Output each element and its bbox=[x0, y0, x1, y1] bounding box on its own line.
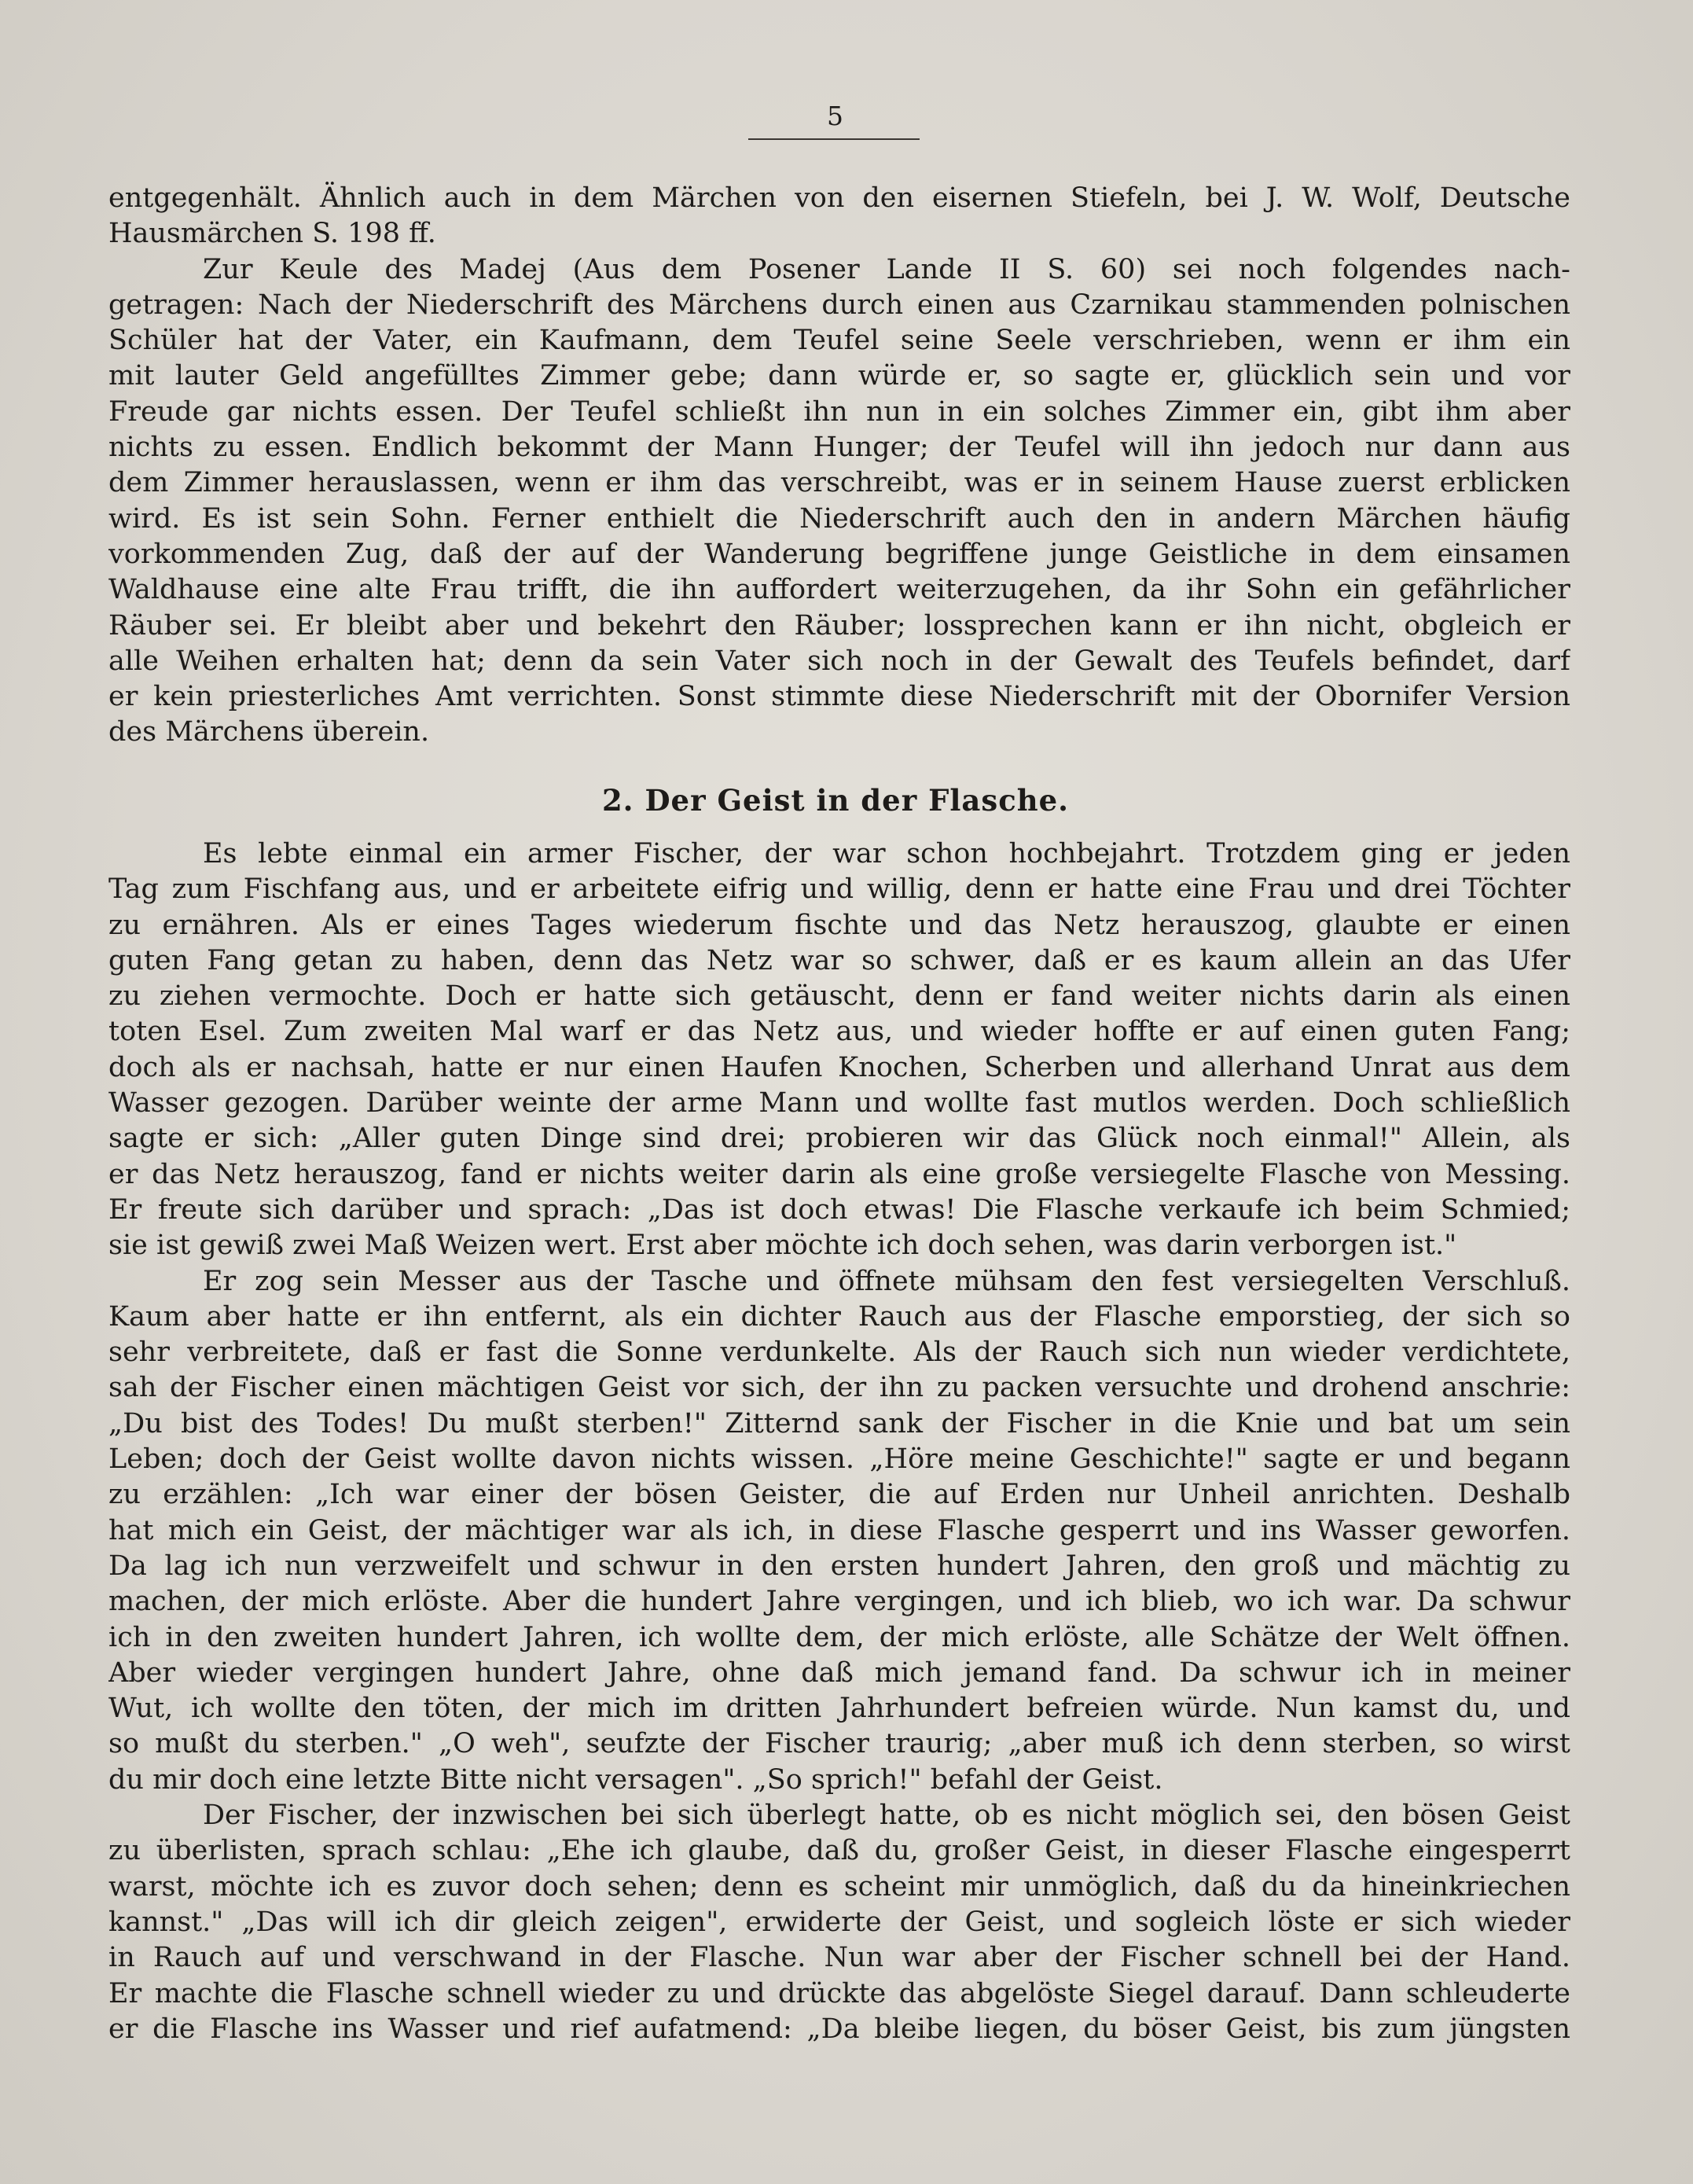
text-line: alle Weihen erhalten hat; denn da sein Vater sich noch in der Gewalt des Teufels befindet, darf bbox=[108, 645, 1570, 677]
story-paragraphs bbox=[108, 836, 1570, 2047]
text-line: Tag zum Fischfang aus, und er arbeitete eifrig und willig, denn er hatte eine Frau und drei Töchter bbox=[108, 873, 1570, 906]
text-line: Schüler hat der Vater, ein Kaufmann, dem Teufel seine Seele verschrieben, wenn er ihm ein bbox=[108, 325, 1570, 357]
text-line: sie ist gewiß zwei Maß Weizen wert. Erst aber möchte ich doch sehen, was darin verborgen ist." bbox=[108, 1230, 1457, 1262]
text-line: hat mich ein Geist, der mächtiger war als ich, in diese Flasche gesperrt und ins Wasser geworfen. bbox=[108, 1514, 1570, 1546]
text-line: Er freute sich darüber und sprach: „Das ist doch etwas! Die Flasche verkaufe ich beim Schmied; bbox=[108, 1193, 1570, 1226]
text-line: vorkommenden Zug, daß der auf der Wanderung begriffene junge Geistliche in dem einsamen bbox=[108, 538, 1570, 570]
text-line: in Rauch auf und verschwand in der Flasche. Nun war aber der Fischer schnell bei der Hand. bbox=[108, 1942, 1570, 1974]
text-line: „Du bist des Todes! Du mußt sterben!" Zitternd sank der Fischer in die Knie und bat um sein bbox=[108, 1407, 1570, 1439]
text-line: sah der Fischer einen mächtigen Geist vor sich, der ihn zu packen versuchte und drohend anschrie: bbox=[108, 1372, 1570, 1404]
text-line: Wut, ich wollte den töten, der mich im dritten Jahrhundert befreien würde. Nun kamst du, und bbox=[108, 1693, 1570, 1725]
text-line: Der Fischer, der inzwischen bei sich überlegt hatte, ob es nicht möglich sei, den bösen Geist bbox=[203, 1800, 1570, 1832]
text-line: mit lauter Geld angefülltes Zimmer gebe; dann würde er, so sagte er, glücklich sein und vor bbox=[108, 360, 1570, 392]
page-number: 5 bbox=[827, 101, 844, 131]
text-line: zu ziehen vermochte. Doch er hatte sich getäuscht, denn er fand weiter nichts darin als einen bbox=[108, 980, 1570, 1013]
text-line: machen, der mich erlöste. Aber die hundert Jahre vergingen, und ich blieb, wo ich war. Da schwur bbox=[108, 1586, 1570, 1618]
text-line: Waldhause eine alte Frau trifft, die ihn auffordert weiterzugehen, da ihr Sohn ein gefährlicher bbox=[108, 574, 1570, 606]
text-line: getragen: Nach der Niederschrift des Märchens durch einen aus Czarnikau stammenden polnischen bbox=[108, 289, 1570, 321]
text-line: er das Netz herauszog, fand er nichts weiter darin als eine große versiegelte Flasche von Messing. bbox=[108, 1158, 1570, 1190]
text-line: doch als er nachsah, hatte er nur einen Haufen Knochen, Scherben und allerhand Unrat aus dem bbox=[108, 1051, 1570, 1083]
intro-paragraphs bbox=[108, 181, 1570, 751]
text-line: dem Zimmer herauslassen, wenn er ihm das verschreibt, was er in seinem Hause zuerst erblicken bbox=[108, 467, 1570, 499]
text-line: zu ernähren. Als er eines Tages wiederum fischte und das Netz herauszog, glaubte er einen bbox=[108, 909, 1570, 941]
text-line: ich in den zweiten hundert Jahren, ich wollte dem, der mich erlöste, alle Schätze der Welt öffnen. bbox=[108, 1621, 1570, 1653]
text-line: nichts zu essen. Endlich bekommt der Mann Hunger; der Teufel will ihn jedoch nur dann aus bbox=[108, 432, 1570, 464]
text-line: Er zog sein Messer aus der Tasche und öffnete mühsam den fest versiegelten Verschluß. bbox=[203, 1265, 1570, 1297]
text-line: entgegenhält. Ähnlich auch in dem Märchen von den eisernen Stiefeln, bei J. W. Wolf, Deutsche bbox=[108, 182, 1570, 214]
text-line: guten Fang getan zu haben, denn das Netz war so schwer, daß er es kaum allein an das Ufer bbox=[108, 944, 1570, 976]
text-line: sehr verbreitete, daß er fast die Sonne verdunkelte. Als der Rauch sich nun wieder verdichtete, bbox=[108, 1337, 1570, 1369]
text-line: Zur Keule des Madej (Aus dem Posener Lande II S. 60) sei noch folgendes nach- bbox=[203, 253, 1570, 285]
text-line: Aber wieder vergingen hundert Jahre, ohne daß mich jemand fand. Da schwur ich in meiner bbox=[108, 1656, 1570, 1689]
text-line: Leben; doch der Geist wollte davon nichts wissen. „Höre meine Geschichte!" sagte er und begann bbox=[108, 1443, 1570, 1476]
text-line: Wasser gezogen. Darüber weinte der arme Mann und wollte fast mutlos werden. Doch schließlich bbox=[108, 1087, 1570, 1120]
text-line: warst, möchte ich es zuvor doch sehen; denn es scheint mir unmöglich, daß du da hineinkriechen bbox=[108, 1870, 1570, 1903]
text-line: du mir doch eine letzte Bitte nicht versagen". „So sprich!" befahl der Geist. bbox=[108, 1763, 1163, 1796]
text-line: toten Esel. Zum zweiten Mal warf er das Netz aus, und wieder hoffte er auf einen guten Fang; bbox=[108, 1016, 1570, 1048]
text-line: Da lag ich nun verzweifelt und schwur in den ersten hundert Jahren, den groß und mächtig zu bbox=[108, 1550, 1570, 1582]
text-line: Hausmärchen S. 198 ff. bbox=[108, 218, 436, 250]
text-line: er die Flasche ins Wasser und rief aufatmend: „Da bleibe liegen, du böser Geist, bis zum jüngsten bbox=[108, 2013, 1570, 2045]
text-line: wird. Es ist sein Sohn. Ferner enthielt die Niederschrift auch den in andern Märchen häufig bbox=[108, 502, 1570, 535]
text-line: Es lebte einmal ein armer Fischer, der war schon hochbejahrt. Trotzdem ging er jeden bbox=[203, 838, 1570, 870]
text-line: zu überlisten, sprach schlau: „Ehe ich glaube, daß du, großer Geist, in dieser Flasche eingesperrt bbox=[108, 1835, 1570, 1867]
text-line: zu erzählen: „Ich war einer der bösen Geister, die auf Erden nur Unheil anrichten. Deshalb bbox=[108, 1479, 1570, 1511]
text-line: sagte er sich: „Aller guten Dinge sind drei; probieren wir das Glück noch einmal!" Allein, als bbox=[108, 1123, 1570, 1155]
text-line: des Märchens überein. bbox=[108, 716, 430, 748]
text-line: Freude gar nichts essen. Der Teufel schließt ihn nun in ein solches Zimmer ein, gibt ihm aber bbox=[108, 395, 1570, 428]
text-line: Er machte die Flasche schnell wieder zu und drückte das abgelöste Siegel darauf. Dann schleuderte bbox=[108, 1977, 1570, 2009]
text-line: Kaum aber hatte er ihn entfernt, als ein dichter Rauch aus der Flasche emporstieg, der sich so bbox=[108, 1300, 1570, 1333]
section-heading: 2. Der Geist in der Flasche. bbox=[601, 783, 1070, 818]
text-line: kannst." „Das will ich dir gleich zeigen", erwiderte der Geist, und sogleich löste er sich wieder bbox=[108, 1906, 1570, 1938]
text-line: so mußt du sterben." „O weh", seufzte der Fischer traurig; „aber muß ich denn sterben, so wirst bbox=[108, 1728, 1570, 1760]
page-number-rule bbox=[748, 138, 920, 140]
text-line: er kein priesterliches Amt verrichten. Sonst stimmte diese Niederschrift mit der Obornifer Version bbox=[108, 681, 1570, 713]
text-line: Räuber sei. Er bleibt aber und bekehrt den Räuber; lossprechen kann er ihn nicht, obgleich er bbox=[108, 609, 1570, 642]
